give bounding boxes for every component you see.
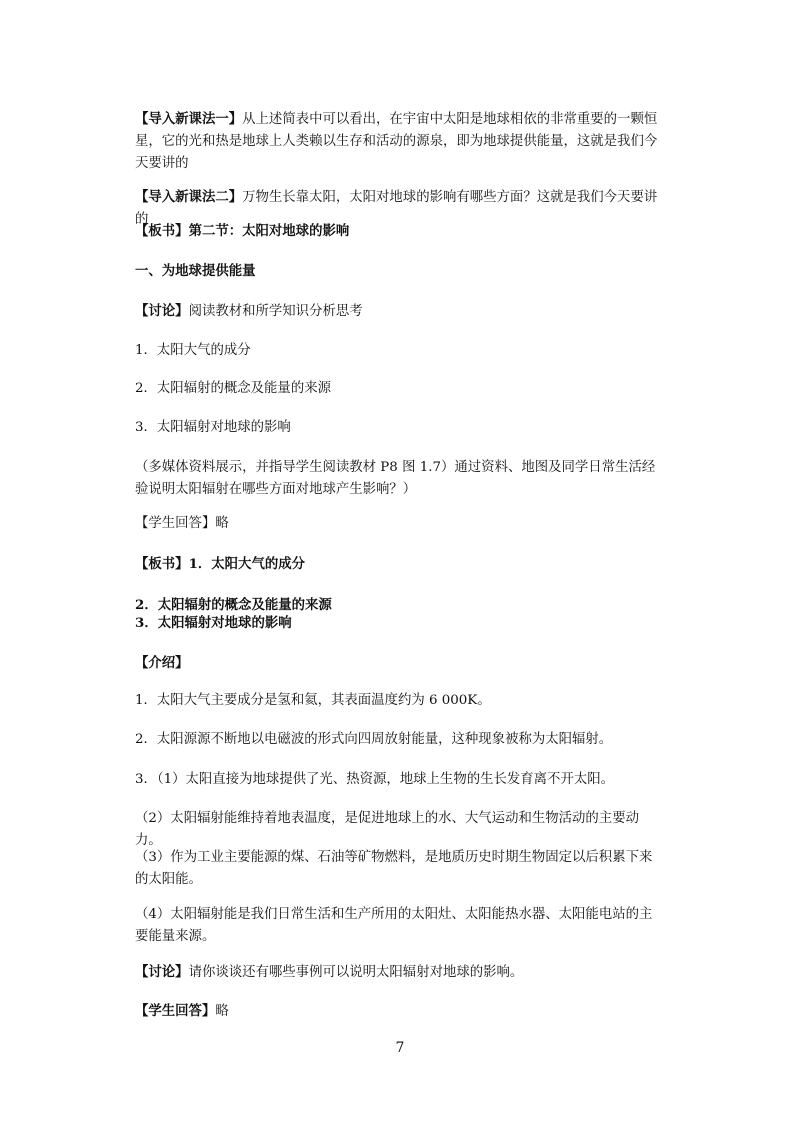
board-point-two: 2．太阳辐射的概念及能量的来源 bbox=[135, 597, 332, 613]
board-label: 【板书】 bbox=[135, 223, 189, 239]
intro-method-two-label: 【导入新课法二】 bbox=[135, 189, 243, 205]
intro-method-one bbox=[135, 108, 665, 175]
discussion-two bbox=[135, 961, 665, 984]
discussion-one-text: 阅读教材和所学知识分析思考 bbox=[188, 304, 363, 319]
intro-method-two-text: 万物生长靠太阳，太阳对地球的影响有哪些方面？这就是我们今天要讲的 bbox=[135, 190, 658, 227]
intro-item-two: 2．太阳源源不断地以电磁波的形式向四周放射能量，这种现象被称为太阳辐射。 bbox=[135, 732, 613, 747]
question-three: 3．太阳辐射对地球的影响 bbox=[135, 420, 291, 435]
intro-item-four: （2）太阳辐射能维持着地表温度，是促进地球上的水、大气运动和生物活动的主要动力。 bbox=[135, 811, 639, 848]
section-heading-energy: 一、为地球提供能量 bbox=[135, 263, 256, 279]
intro-item-three: 3．（1）太阳直接为地球提供了光、热资源，地球上生物的生长发育离不开太阳。 bbox=[135, 772, 615, 787]
board-point-one-text: 1．太阳大气的成分 bbox=[188, 556, 306, 572]
board-point-one-label: 【板书】 bbox=[135, 556, 189, 572]
board-section-title bbox=[135, 220, 665, 242]
discussion-one-label: 【讨论】 bbox=[135, 303, 189, 319]
question-one: 1．太阳大气的成分 bbox=[135, 343, 251, 358]
student-answer-two-text: 略 bbox=[215, 1004, 229, 1019]
student-answer-one bbox=[135, 513, 665, 535]
board-title-text: 第二节：太阳对地球的影响 bbox=[188, 223, 350, 239]
board-point-one bbox=[135, 553, 665, 575]
discussion-two-label: 【讨论】 bbox=[135, 964, 189, 980]
student-answer-one-label: 【学生回答】 bbox=[135, 516, 216, 531]
student-answer-one-text: 略 bbox=[215, 516, 229, 531]
page-number: 7 bbox=[395, 1040, 405, 1056]
student-answer-two bbox=[135, 1000, 665, 1023]
intro-item-one: 1．太阳大气主要成分是氢和氦，其表面温度约为 6 000K。 bbox=[135, 693, 491, 708]
introduction-heading: 【介绍】 bbox=[135, 655, 189, 671]
discussion-two-text: 请你谈谈还有哪些事例可以说明太阳辐射对地球的影响。 bbox=[188, 965, 524, 980]
media-instruction: （多媒体资料展示，并指导学生阅读教材 P8 图 1.7）通过资料、地图及同学日常生活经验说明太阳辐射在哪些方面对地球产生影响？） bbox=[135, 460, 656, 497]
intro-method-one-label: 【导入新课法一】 bbox=[135, 111, 243, 127]
student-answer-two-label: 【学生回答】 bbox=[135, 1003, 216, 1019]
discussion-one bbox=[135, 300, 665, 323]
intro-method-one-text: 从上述简表中可以看出，在宇宙中太阳是地球相依的非常重要的一颗恒星，它的光和热是地球上人类赖以生存和活动的源泉，即为地球提供能量，这就是我们今天要讲的 bbox=[135, 112, 658, 171]
intro-item-five: （3）作为工业主要能源的煤、石油等矿物燃料，是地质历史时期生物固定以后积累下来的太阳能。 bbox=[135, 850, 653, 887]
question-two: 2．太阳辐射的概念及能量的来源 bbox=[135, 381, 331, 396]
intro-item-six: （4）太阳辐射能是我们日常生活和生产所用的太阳灶、太阳能热水器、太阳能电站的主要能量来源。 bbox=[135, 907, 653, 944]
board-point-three: 3．太阳辐射对地球的影响 bbox=[135, 615, 292, 631]
